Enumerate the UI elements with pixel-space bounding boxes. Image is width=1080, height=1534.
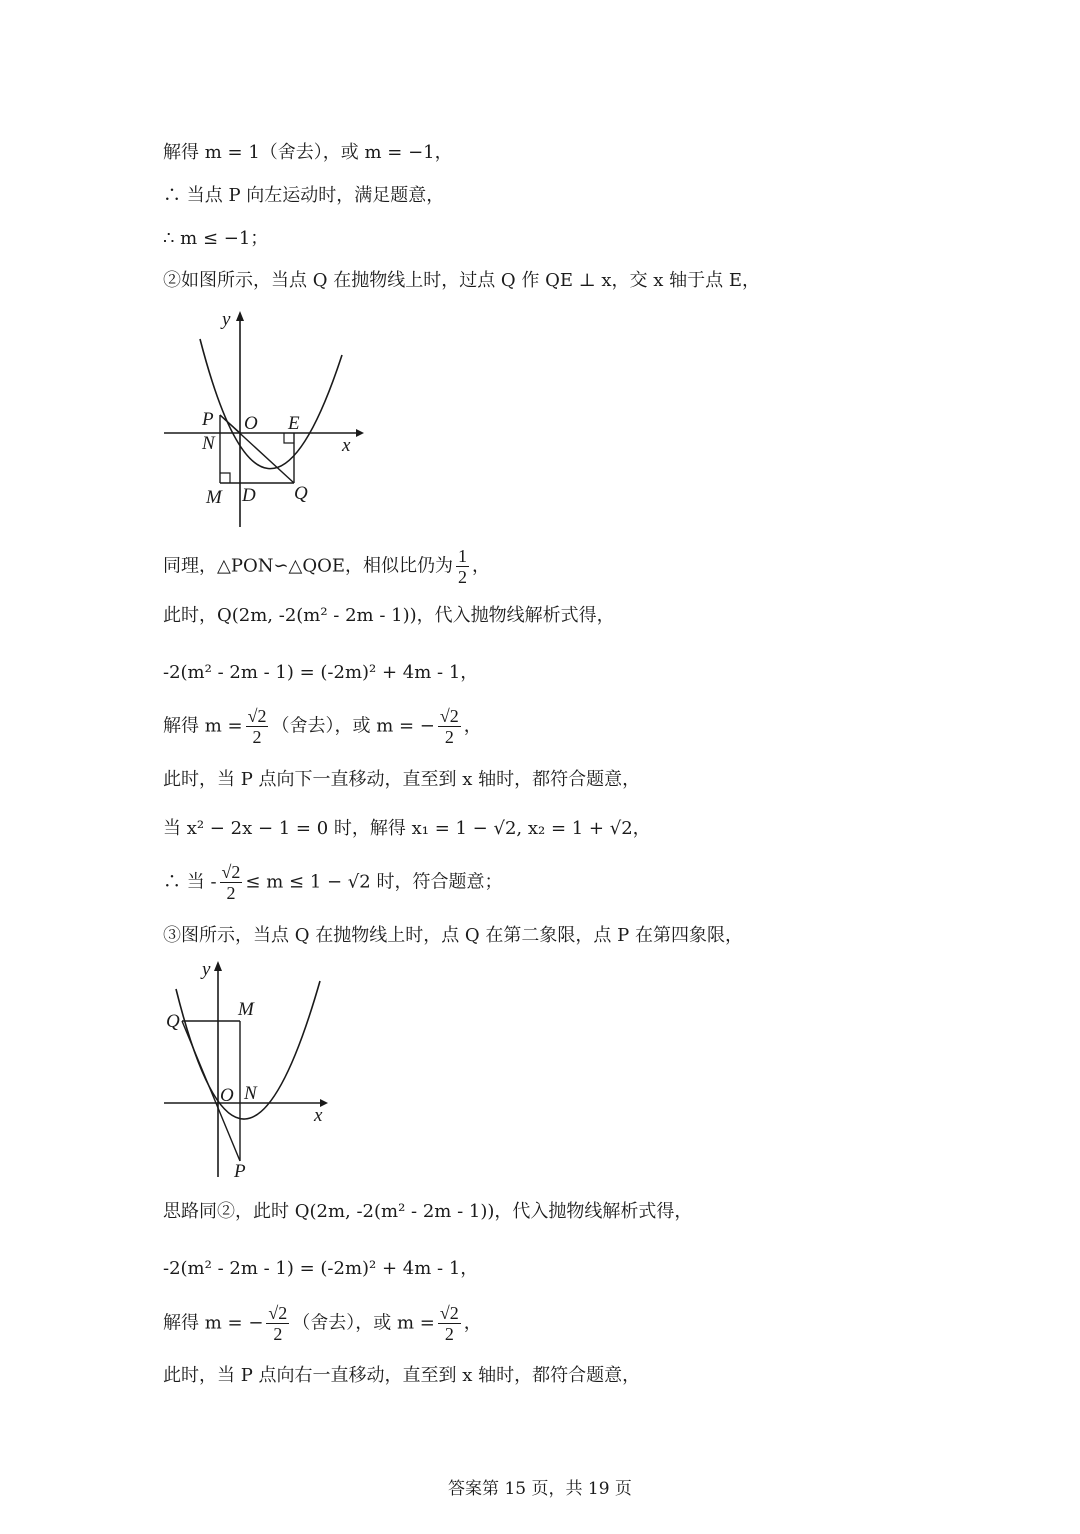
- text-line-5-lead: 同理，△PON∽△QOE，相似比仍为: [163, 555, 454, 577]
- text-line-13: 思路同②，此时 Q(2m, -2(m² - 2m - 1))，代入抛物线解析式得，: [163, 1201, 693, 1222]
- text-line-5-tail: ，: [472, 555, 491, 577]
- ratio-fraction: [456, 546, 469, 587]
- fig1-label-n: N: [202, 433, 215, 454]
- figure-2: [160, 955, 360, 1189]
- text-line-14: -2(m² - 2m - 1) = (-2m)² + 4m - 1，: [163, 1258, 479, 1279]
- text-line-15-mid: （舍去），或 m =: [292, 1312, 435, 1334]
- text-line-15-lead: 解得 m = −: [163, 1312, 264, 1334]
- fig1-label-x: x: [342, 435, 351, 456]
- fig2-label-m: M: [238, 999, 254, 1020]
- fig1-label-d: D: [242, 485, 256, 506]
- fraction-sqrt2-over-2-e: [438, 1303, 461, 1344]
- fig2-label-y: y: [202, 959, 211, 980]
- fig2-label-x: x: [314, 1105, 323, 1126]
- fraction-numerator: √2: [439, 1303, 459, 1323]
- fig2-label-o: O: [220, 1085, 234, 1106]
- fraction-sqrt2-over-2-b: [438, 706, 461, 747]
- text-line-15-tail: ，: [463, 1312, 482, 1334]
- text-line-3: ∴ m ≤ −1；: [163, 228, 269, 249]
- text-line-11-tail: ≤ m ≤ 1 − √2 时，符合题意；: [245, 871, 503, 893]
- fraction-denominator: 2: [444, 727, 454, 747]
- ratio-denominator: 2: [458, 567, 468, 587]
- fraction-sqrt2-over-2-d: [266, 1303, 289, 1344]
- text-line-15: [163, 1303, 482, 1344]
- text-line-2: ∴ 当点 P 向左运动时，满足题意，: [163, 185, 445, 206]
- figure-1: [160, 305, 380, 539]
- fraction-sqrt2-over-2-a: [246, 706, 269, 747]
- fraction-numerator: √2: [247, 706, 267, 726]
- ratio-numerator: 1: [458, 546, 468, 566]
- fraction-numerator: √2: [221, 862, 241, 882]
- page-footer: 答案第 15 页，共 19 页: [448, 1479, 632, 1499]
- text-line-11-lead: ∴ 当 -: [163, 871, 217, 893]
- text-line-7: -2(m² - 2m - 1) = (-2m)² + 4m - 1，: [163, 662, 479, 683]
- fraction-numerator: √2: [268, 1303, 288, 1323]
- text-line-8: [163, 706, 482, 747]
- fraction-denominator: 2: [252, 727, 262, 747]
- text-line-16: 此时，当 P 点向右一直移动，直至到 x 轴时，都符合题意，: [163, 1365, 641, 1386]
- text-line-6: 此时，Q(2m, -2(m² - 2m - 1))，代入抛物线解析式得，: [163, 605, 615, 626]
- text-line-11: [163, 862, 502, 903]
- fig1-label-o: O: [244, 413, 258, 434]
- text-line-5: [163, 546, 490, 587]
- fig1-label-e: E: [288, 413, 300, 434]
- fig1-label-m: M: [206, 487, 222, 508]
- fraction-denominator: 2: [273, 1324, 283, 1344]
- text-line-10: 当 x² − 2x − 1 = 0 时，解得 x₁ = 1 − √2, x₂ = 1 + √2，: [163, 818, 651, 839]
- text-line-9: 此时，当 P 点向下一直移动，直至到 x 轴时，都符合题意，: [163, 769, 641, 790]
- text-line-4: ②如图所示，当点 Q 在抛物线上时，过点 Q 作 QE ⊥ x，交 x 轴于点 E，: [163, 270, 760, 291]
- text-line-8-tail: ，: [463, 715, 482, 737]
- text-line-1: 解得 m = 1（舍去），或 m = −1，: [163, 142, 453, 163]
- fig1-label-q: Q: [294, 483, 308, 504]
- fig2-label-p: P: [234, 1161, 246, 1182]
- fig2-label-n: N: [244, 1083, 257, 1104]
- fraction-denominator: 2: [444, 1324, 454, 1344]
- text-line-12: ③图所示，当点 Q 在抛物线上时，点 Q 在第二象限，点 P 在第四象限，: [163, 925, 743, 946]
- fraction-denominator: 2: [226, 883, 236, 903]
- fraction-sqrt2-over-2-c: [220, 862, 243, 903]
- text-line-8-mid: （舍去），或 m = −: [271, 715, 435, 737]
- text-line-8-lead: 解得 m =: [163, 715, 243, 737]
- fig1-label-p: P: [202, 409, 214, 430]
- fig1-label-y: y: [222, 309, 231, 330]
- fraction-numerator: √2: [439, 706, 459, 726]
- fig2-label-q: Q: [166, 1011, 180, 1032]
